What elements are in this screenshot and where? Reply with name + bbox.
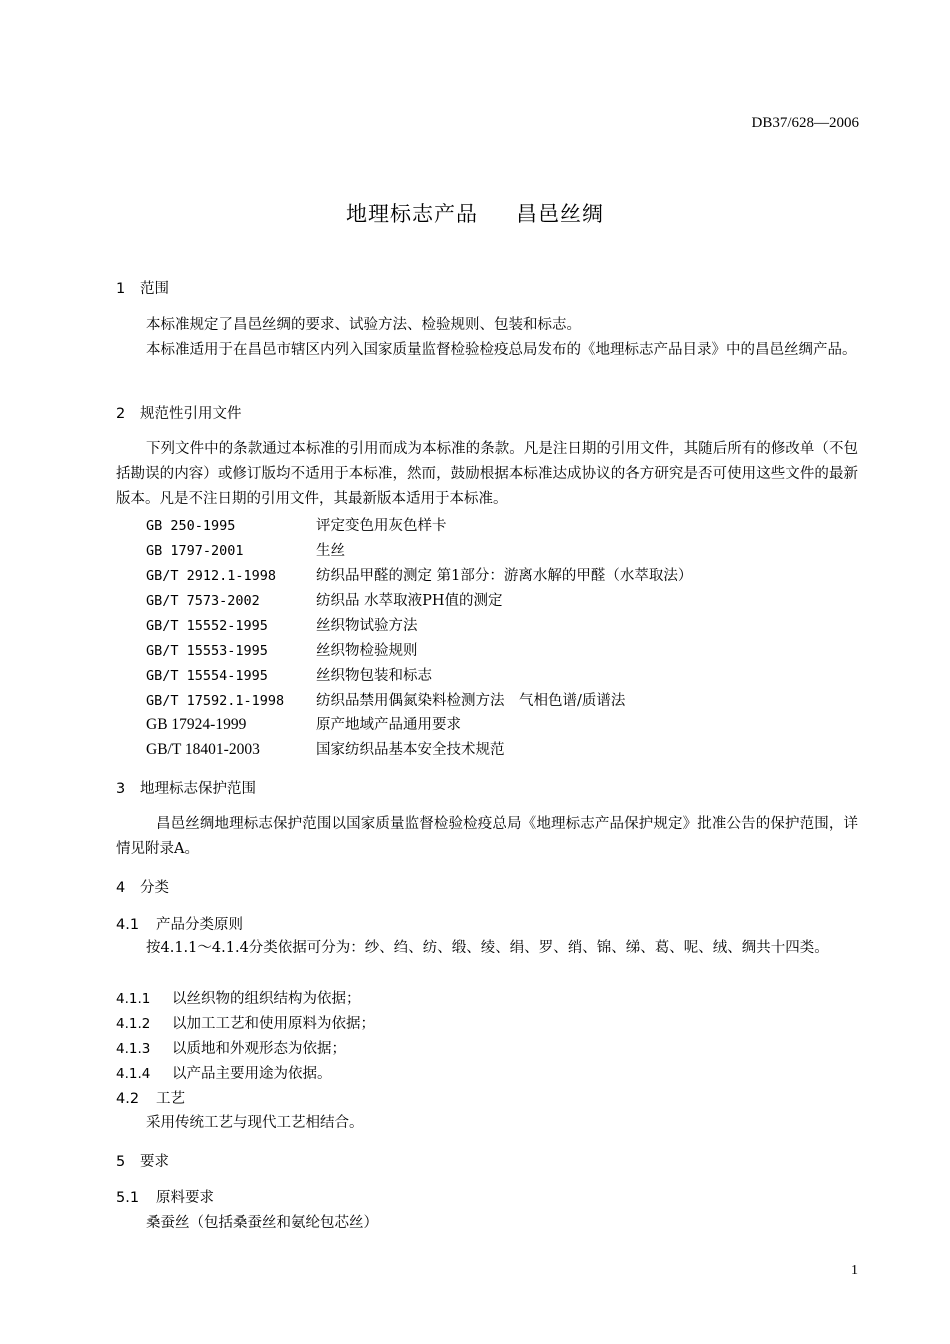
section-5-heading: 5 要求 bbox=[116, 1154, 169, 1170]
reference-row: GB 250-1995 评定变色用灰色样卡 bbox=[146, 518, 447, 534]
section-2-para-1: 下列文件中的条款通过本标准的引用而成为本标准的条款。凡是注日期的引用文件，其随后所有的修改单（不包括勘误的内容）或修订版均不适用于本标准，然而，鼓励根据本标准达成协议的各方研究是否可使用这些文件的最新版本。凡是不注日期的引用文件，其最新版本适用于本标准。 bbox=[116, 441, 858, 507]
section-1-para-1: 本标准规定了昌邑丝绸的要求、试验方法、检验规则、包装和标志。 bbox=[146, 317, 581, 333]
reference-row: GB/T 17592.1-1998 纺织品禁用偶氮染料检测方法 气相色谱/质谱法 bbox=[146, 693, 626, 709]
reference-row: GB 17924-1999 原产地域产品通用要求 bbox=[146, 716, 461, 733]
section-1-para-2: 本标准适用于在昌邑市辖区内列入国家质量监督检验检疫总局发布的《地理标志产品目录》中的昌邑丝绸产品。 bbox=[146, 342, 857, 358]
list-item: 4.1.4 以产品主要用途为依据。 bbox=[116, 1066, 332, 1082]
section-4-1-para: 按4.1.1～4.1.4分类依据可分为：纱、绉、纺、缎、绫、绢、罗、绡、锦、绨、葛、呢、绒、绸共十四类。 bbox=[146, 940, 829, 956]
reference-row: GB/T 2912.1-1998 纺织品甲醛的测定 第1部分：游离水解的甲醛（水萃取法） bbox=[146, 568, 693, 584]
section-3-heading: 3 地理标志保护范围 bbox=[116, 781, 256, 797]
reference-row: GB/T 15554-1995 丝织物包装和标志 bbox=[146, 668, 432, 684]
reference-row: GB/T 7573-2002 纺织品 水萃取液PH值的测定 bbox=[146, 593, 503, 609]
reference-row: GB 1797-2001 生丝 bbox=[146, 543, 345, 559]
title-part2: 昌邑丝绸 bbox=[516, 202, 604, 226]
list-item: 4.1.3 以质地和外观形态为依据； bbox=[116, 1041, 346, 1057]
reference-row: GB/T 15552-1995 丝织物试验方法 bbox=[146, 618, 418, 634]
page-number: 1 bbox=[851, 1263, 858, 1278]
list-item: 4.1.2 以加工工艺和使用原料为依据； bbox=[116, 1016, 375, 1032]
section-5-1-heading: 5.1 原料要求 bbox=[116, 1190, 214, 1206]
section-4-2-para: 采用传统工艺与现代工艺相结合。 bbox=[146, 1115, 364, 1131]
section-4-heading: 4 分类 bbox=[116, 880, 169, 896]
section-4-2-heading: 4.2 工艺 bbox=[116, 1091, 185, 1107]
section-2-heading: 2 规范性引用文件 bbox=[116, 406, 242, 422]
section-1-heading: 1 范围 bbox=[116, 281, 169, 297]
reference-row: GB/T 18401-2003 国家纺织品基本安全技术规范 bbox=[146, 741, 505, 758]
section-3-para-1: 昌邑丝绸地理标志保护范围以国家质量监督检验检疫总局《地理标志产品保护规定》批准公告的保护范围，详情见附录A。 bbox=[116, 816, 858, 857]
document-number: DB37/628—2006 bbox=[751, 115, 859, 131]
section-5-1-line: 桑蚕丝（包括桑蚕丝和氨纶包芯丝） bbox=[146, 1215, 378, 1231]
document-title bbox=[0, 198, 950, 228]
reference-row: GB/T 15553-1995 丝织物检验规则 bbox=[146, 643, 418, 659]
list-item: 4.1.1 以丝织物的组织结构为依据； bbox=[116, 991, 361, 1007]
title-part1: 地理标志产品 bbox=[346, 202, 478, 226]
section-4-1-heading: 4.1 产品分类原则 bbox=[116, 917, 243, 933]
